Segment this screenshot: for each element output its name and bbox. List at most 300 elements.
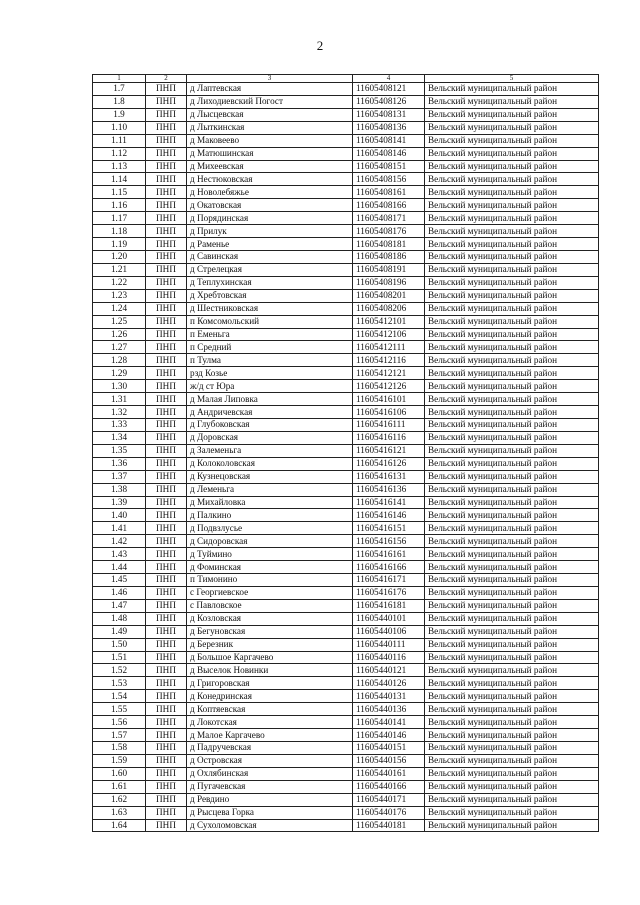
settlement-type-cell: ПНП — [146, 186, 187, 199]
settlement-name-cell: д Лысцевская — [187, 108, 353, 121]
row-number-cell: 1.63 — [93, 806, 146, 819]
district-cell: Вельский муниципальный район — [425, 186, 599, 199]
settlement-type-cell: ПНП — [146, 147, 187, 160]
row-number-cell: 1.21 — [93, 263, 146, 276]
settlement-name-cell: д Березник — [187, 638, 353, 651]
row-number-cell: 1.62 — [93, 793, 146, 806]
table-row — [93, 354, 599, 367]
table-row — [93, 664, 599, 677]
oktmo-code-cell: 11605408181 — [353, 238, 425, 251]
row-number-cell: 1.58 — [93, 742, 146, 755]
row-number-cell: 1.35 — [93, 444, 146, 457]
settlement-type-cell: ПНП — [146, 767, 187, 780]
settlement-type-cell: ПНП — [146, 367, 187, 380]
settlement-type-cell: ПНП — [146, 483, 187, 496]
settlement-type-cell: ПНП — [146, 199, 187, 212]
row-number-cell: 1.31 — [93, 393, 146, 406]
oktmo-code-cell: 11605416181 — [353, 599, 425, 612]
settlement-name-cell: д Савинская — [187, 250, 353, 263]
row-number-cell: 1.13 — [93, 160, 146, 173]
oktmo-code-cell: 11605440106 — [353, 625, 425, 638]
table-row — [93, 134, 599, 147]
settlement-type-cell: ПНП — [146, 328, 187, 341]
district-cell: Вельский муниципальный район — [425, 134, 599, 147]
district-cell: Вельский муниципальный район — [425, 173, 599, 186]
row-number-cell: 1.44 — [93, 561, 146, 574]
settlement-type-cell: ПНП — [146, 212, 187, 225]
oktmo-code-cell: 11605440136 — [353, 703, 425, 716]
district-cell: Вельский муниципальный район — [425, 108, 599, 121]
district-cell: Вельский муниципальный район — [425, 664, 599, 677]
oktmo-code-cell: 11605440166 — [353, 780, 425, 793]
table-row — [93, 470, 599, 483]
settlement-name-cell: д Глубоковская — [187, 418, 353, 431]
settlement-name-cell: д Фоминская — [187, 561, 353, 574]
settlement-type-cell: ПНП — [146, 238, 187, 251]
settlement-type-cell: ПНП — [146, 625, 187, 638]
settlement-type-cell: ПНП — [146, 173, 187, 186]
row-number-cell: 1.26 — [93, 328, 146, 341]
settlement-name-cell: п Тимонино — [187, 574, 353, 587]
oktmo-code-cell: 11605416116 — [353, 431, 425, 444]
row-number-cell: 1.45 — [93, 574, 146, 587]
row-number-cell: 1.7 — [93, 83, 146, 96]
district-cell: Вельский муниципальный район — [425, 160, 599, 173]
settlement-name-cell: д Лиходиевский Погост — [187, 95, 353, 108]
district-cell: Вельский муниципальный район — [425, 83, 599, 96]
table-row — [93, 586, 599, 599]
row-number-cell: 1.27 — [93, 341, 146, 354]
oktmo-code-cell: 11605416176 — [353, 586, 425, 599]
oktmo-code-cell: 11605408141 — [353, 134, 425, 147]
settlement-name-cell: д Нестюковская — [187, 173, 353, 186]
row-number-cell: 1.20 — [93, 250, 146, 263]
settlement-name-cell: д Локотская — [187, 716, 353, 729]
oktmo-code-cell: 11605440181 — [353, 819, 425, 832]
oktmo-code-cell: 11605440161 — [353, 767, 425, 780]
table-row — [93, 509, 599, 522]
table-row — [93, 108, 599, 121]
table-row — [93, 703, 599, 716]
table-row — [93, 754, 599, 767]
row-number-cell: 1.22 — [93, 276, 146, 289]
district-cell: Вельский муниципальный район — [425, 703, 599, 716]
oktmo-code-cell: 11605408171 — [353, 212, 425, 225]
row-number-cell: 1.29 — [93, 367, 146, 380]
settlement-name-cell: д Новолебяжье — [187, 186, 353, 199]
table-row — [93, 367, 599, 380]
settlement-name-cell: д Подвзлусье — [187, 522, 353, 535]
table-row — [93, 250, 599, 263]
district-cell: Вельский муниципальный район — [425, 625, 599, 638]
oktmo-code-cell: 11605408151 — [353, 160, 425, 173]
district-cell: Вельский муниципальный район — [425, 380, 599, 393]
settlement-type-cell: ПНП — [146, 612, 187, 625]
settlement-name-cell: рзд Козье — [187, 367, 353, 380]
district-cell: Вельский муниципальный район — [425, 483, 599, 496]
row-number-cell: 1.24 — [93, 302, 146, 315]
settlement-name-cell: п Средний — [187, 341, 353, 354]
oktmo-code-cell: 11605408186 — [353, 250, 425, 263]
table-row — [93, 535, 599, 548]
oktmo-code-cell: 11605408131 — [353, 108, 425, 121]
row-number-cell: 1.40 — [93, 509, 146, 522]
table-row — [93, 199, 599, 212]
district-cell: Вельский муниципальный район — [425, 754, 599, 767]
settlement-name-cell: д Туймино — [187, 548, 353, 561]
row-number-cell: 1.11 — [93, 134, 146, 147]
district-cell: Вельский муниципальный район — [425, 716, 599, 729]
oktmo-code-cell: 11605440111 — [353, 638, 425, 651]
row-number-cell: 1.51 — [93, 651, 146, 664]
oktmo-code-cell: 11605408126 — [353, 95, 425, 108]
district-cell: Вельский муниципальный район — [425, 509, 599, 522]
oktmo-code-cell: 11605408166 — [353, 199, 425, 212]
row-number-cell: 1.56 — [93, 716, 146, 729]
settlement-name-cell: д Сидоровская — [187, 535, 353, 548]
table-row — [93, 677, 599, 690]
table-row — [93, 276, 599, 289]
settlement-name-cell: д Рысцева Горка — [187, 806, 353, 819]
table-row — [93, 238, 599, 251]
table-row — [93, 574, 599, 587]
oktmo-code-cell: 11605416101 — [353, 393, 425, 406]
settlement-type-cell: ПНП — [146, 806, 187, 819]
district-cell: Вельский муниципальный район — [425, 431, 599, 444]
oktmo-code-cell: 11605416161 — [353, 548, 425, 561]
table-row — [93, 418, 599, 431]
settlement-name-cell: д Бегуновская — [187, 625, 353, 638]
oktmo-code-cell: 11605440146 — [353, 729, 425, 742]
row-number-cell: 1.53 — [93, 677, 146, 690]
row-number-cell: 1.37 — [93, 470, 146, 483]
row-number-cell: 1.9 — [93, 108, 146, 121]
settlement-name-cell: д Сухоломовская — [187, 819, 353, 832]
row-number-cell: 1.46 — [93, 586, 146, 599]
table-row — [93, 729, 599, 742]
district-cell: Вельский муниципальный район — [425, 574, 599, 587]
settlement-type-cell: ПНП — [146, 418, 187, 431]
settlement-type-cell: ПНП — [146, 716, 187, 729]
column-header: 2 — [146, 75, 187, 83]
settlement-name-cell: д Лыткинская — [187, 121, 353, 134]
oktmo-code-cell: 11605416156 — [353, 535, 425, 548]
settlement-type-cell: ПНП — [146, 354, 187, 367]
district-cell: Вельский муниципальный район — [425, 418, 599, 431]
table-row — [93, 147, 599, 160]
district-cell: Вельский муниципальный район — [425, 212, 599, 225]
row-number-cell: 1.57 — [93, 729, 146, 742]
table-row — [93, 444, 599, 457]
settlement-type-cell: ПНП — [146, 535, 187, 548]
settlement-name-cell: с Павловское — [187, 599, 353, 612]
oktmo-code-cell: 11605416131 — [353, 470, 425, 483]
row-number-cell: 1.39 — [93, 496, 146, 509]
settlement-name-cell: д Лаптевская — [187, 83, 353, 96]
row-number-cell: 1.47 — [93, 599, 146, 612]
table-row — [93, 561, 599, 574]
settlement-type-cell: ПНП — [146, 134, 187, 147]
settlement-name-cell: д Леменьга — [187, 483, 353, 496]
settlement-type-cell: ПНП — [146, 780, 187, 793]
row-number-cell: 1.38 — [93, 483, 146, 496]
oktmo-code-cell: 11605416106 — [353, 406, 425, 419]
oktmo-code-cell: 11605408121 — [353, 83, 425, 96]
column-header: 1 — [93, 75, 146, 83]
oktmo-code-cell: 11605416126 — [353, 457, 425, 470]
table-row — [93, 457, 599, 470]
settlement-name-cell: д Палкино — [187, 509, 353, 522]
row-number-cell: 1.55 — [93, 703, 146, 716]
row-number-cell: 1.16 — [93, 199, 146, 212]
district-cell: Вельский муниципальный район — [425, 586, 599, 599]
table-row — [93, 716, 599, 729]
table-row — [93, 225, 599, 238]
settlement-name-cell: д Падручевская — [187, 742, 353, 755]
settlement-type-cell: ПНП — [146, 315, 187, 328]
settlement-type-cell: ПНП — [146, 380, 187, 393]
settlement-type-cell: ПНП — [146, 754, 187, 767]
settlement-name-cell: д Маковеево — [187, 134, 353, 147]
settlement-name-cell: д Выселок Новинки — [187, 664, 353, 677]
table-row — [93, 599, 599, 612]
row-number-cell: 1.42 — [93, 535, 146, 548]
settlement-name-cell: д Порядинская — [187, 212, 353, 225]
settlement-name-cell: д Прилук — [187, 225, 353, 238]
settlement-name-cell: с Георгиевское — [187, 586, 353, 599]
settlement-type-cell: ПНП — [146, 677, 187, 690]
settlement-type-cell: ПНП — [146, 250, 187, 263]
settlements-table — [92, 74, 599, 832]
district-cell: Вельский муниципальный район — [425, 819, 599, 832]
settlement-type-cell: ПНП — [146, 457, 187, 470]
oktmo-code-cell: 11605440151 — [353, 742, 425, 755]
row-number-cell: 1.49 — [93, 625, 146, 638]
oktmo-code-cell: 11605408176 — [353, 225, 425, 238]
oktmo-code-cell: 11605416166 — [353, 561, 425, 574]
table-row — [93, 431, 599, 444]
settlement-type-cell: ПНП — [146, 793, 187, 806]
row-number-cell: 1.17 — [93, 212, 146, 225]
settlement-type-cell: ПНП — [146, 470, 187, 483]
table-row — [93, 780, 599, 793]
settlement-type-cell: ПНП — [146, 703, 187, 716]
row-number-cell: 1.25 — [93, 315, 146, 328]
district-cell: Вельский муниципальный район — [425, 199, 599, 212]
row-number-cell: 1.33 — [93, 418, 146, 431]
district-cell: Вельский муниципальный район — [425, 225, 599, 238]
district-cell: Вельский муниципальный район — [425, 457, 599, 470]
settlement-name-cell: д Матюшинская — [187, 147, 353, 160]
settlement-name-cell: д Раменье — [187, 238, 353, 251]
settlement-type-cell: ПНП — [146, 83, 187, 96]
column-number-row — [93, 75, 599, 83]
row-number-cell: 1.15 — [93, 186, 146, 199]
settlement-type-cell: ПНП — [146, 599, 187, 612]
oktmo-code-cell: 11605412101 — [353, 315, 425, 328]
oktmo-code-cell: 11605440156 — [353, 754, 425, 767]
table-row — [93, 625, 599, 638]
row-number-cell: 1.61 — [93, 780, 146, 793]
table-row — [93, 160, 599, 173]
column-header: 4 — [353, 75, 425, 83]
oktmo-code-cell: 11605408136 — [353, 121, 425, 134]
oktmo-code-cell: 11605412116 — [353, 354, 425, 367]
settlement-type-cell: ПНП — [146, 393, 187, 406]
district-cell: Вельский муниципальный район — [425, 561, 599, 574]
row-number-cell: 1.14 — [93, 173, 146, 186]
table-row — [93, 651, 599, 664]
table-row — [93, 406, 599, 419]
table-row — [93, 393, 599, 406]
settlement-type-cell: ПНП — [146, 522, 187, 535]
district-cell: Вельский муниципальный район — [425, 496, 599, 509]
district-cell: Вельский муниципальный район — [425, 638, 599, 651]
row-number-cell: 1.41 — [93, 522, 146, 535]
district-cell: Вельский муниципальный район — [425, 444, 599, 457]
district-cell: Вельский муниципальный район — [425, 406, 599, 419]
table-row — [93, 302, 599, 315]
settlement-type-cell: ПНП — [146, 742, 187, 755]
district-cell: Вельский муниципальный район — [425, 238, 599, 251]
district-cell: Вельский муниципальный район — [425, 121, 599, 134]
table-row — [93, 315, 599, 328]
district-cell: Вельский муниципальный район — [425, 276, 599, 289]
row-number-cell: 1.43 — [93, 548, 146, 561]
row-number-cell: 1.30 — [93, 380, 146, 393]
table-row — [93, 690, 599, 703]
settlement-name-cell: д Шестниковская — [187, 302, 353, 315]
table-row — [93, 742, 599, 755]
row-number-cell: 1.8 — [93, 95, 146, 108]
row-number-cell: 1.10 — [93, 121, 146, 134]
settlement-name-cell: п Комсомольский — [187, 315, 353, 328]
settlement-type-cell: ПНП — [146, 574, 187, 587]
settlement-type-cell: ПНП — [146, 160, 187, 173]
oktmo-code-cell: 11605412106 — [353, 328, 425, 341]
settlement-type-cell: ПНП — [146, 690, 187, 703]
district-cell: Вельский муниципальный район — [425, 548, 599, 561]
table-row — [93, 793, 599, 806]
oktmo-code-cell: 11605408146 — [353, 147, 425, 160]
district-cell: Вельский муниципальный район — [425, 315, 599, 328]
settlement-type-cell: ПНП — [146, 302, 187, 315]
table-row — [93, 289, 599, 302]
settlement-name-cell: д Залеменьга — [187, 444, 353, 457]
oktmo-code-cell: 11605408156 — [353, 173, 425, 186]
settlement-type-cell: ПНП — [146, 561, 187, 574]
table-row — [93, 819, 599, 832]
column-header: 5 — [425, 75, 599, 83]
oktmo-code-cell: 11605416121 — [353, 444, 425, 457]
row-number-cell: 1.52 — [93, 664, 146, 677]
oktmo-code-cell: 11605440131 — [353, 690, 425, 703]
settlement-name-cell: д Малое Каргачево — [187, 729, 353, 742]
row-number-cell: 1.19 — [93, 238, 146, 251]
district-cell: Вельский муниципальный район — [425, 651, 599, 664]
oktmo-code-cell: 11605416171 — [353, 574, 425, 587]
district-cell: Вельский муниципальный район — [425, 393, 599, 406]
table-row — [93, 95, 599, 108]
table-row — [93, 341, 599, 354]
oktmo-code-cell: 11605408161 — [353, 186, 425, 199]
settlement-name-cell: д Колоколовская — [187, 457, 353, 470]
settlement-name-cell: д Михеевская — [187, 160, 353, 173]
table-row — [93, 483, 599, 496]
district-cell: Вельский муниципальный район — [425, 367, 599, 380]
district-cell: Вельский муниципальный район — [425, 767, 599, 780]
oktmo-code-cell: 11605416136 — [353, 483, 425, 496]
oktmo-code-cell: 11605440171 — [353, 793, 425, 806]
settlement-name-cell: д Коптяевская — [187, 703, 353, 716]
oktmo-code-cell: 11605416111 — [353, 418, 425, 431]
table-row — [93, 121, 599, 134]
row-number-cell: 1.18 — [93, 225, 146, 238]
settlement-type-cell: ПНП — [146, 651, 187, 664]
table-row — [93, 522, 599, 535]
oktmo-code-cell: 11605408196 — [353, 276, 425, 289]
oktmo-code-cell: 11605408206 — [353, 302, 425, 315]
settlement-name-cell: д Окатовская — [187, 199, 353, 212]
settlement-type-cell: ПНП — [146, 664, 187, 677]
district-cell: Вельский муниципальный район — [425, 250, 599, 263]
district-cell: Вельский муниципальный район — [425, 690, 599, 703]
oktmo-code-cell: 11605412121 — [353, 367, 425, 380]
settlement-name-cell: д Григоровская — [187, 677, 353, 690]
district-cell: Вельский муниципальный район — [425, 470, 599, 483]
table-row — [93, 806, 599, 819]
district-cell: Вельский муниципальный район — [425, 535, 599, 548]
oktmo-code-cell: 11605412111 — [353, 341, 425, 354]
table-row — [93, 612, 599, 625]
settlement-type-cell: ПНП — [146, 548, 187, 561]
district-cell: Вельский муниципальный район — [425, 612, 599, 625]
row-number-cell: 1.48 — [93, 612, 146, 625]
table-row — [93, 496, 599, 509]
district-cell: Вельский муниципальный район — [425, 780, 599, 793]
settlement-name-cell: д Ревдино — [187, 793, 353, 806]
settlement-name-cell: д Конедринская — [187, 690, 353, 703]
column-header: 3 — [187, 75, 353, 83]
settlement-name-cell: д Большое Каргачево — [187, 651, 353, 664]
settlement-name-cell: д Михайловка — [187, 496, 353, 509]
district-cell: Вельский муниципальный район — [425, 328, 599, 341]
table-row — [93, 212, 599, 225]
table-row — [93, 767, 599, 780]
settlement-type-cell: ПНП — [146, 586, 187, 599]
table-row — [93, 83, 599, 96]
settlement-type-cell: ПНП — [146, 509, 187, 522]
table-row — [93, 186, 599, 199]
settlement-type-cell: ПНП — [146, 121, 187, 134]
oktmo-code-cell: 11605416151 — [353, 522, 425, 535]
settlement-type-cell: ПНП — [146, 95, 187, 108]
district-cell: Вельский муниципальный район — [425, 599, 599, 612]
row-number-cell: 1.34 — [93, 431, 146, 444]
settlement-name-cell: д Малая Липовка — [187, 393, 353, 406]
row-number-cell: 1.32 — [93, 406, 146, 419]
district-cell: Вельский муниципальный район — [425, 95, 599, 108]
oktmo-code-cell: 11605440176 — [353, 806, 425, 819]
settlement-name-cell: ж/д ст Юра — [187, 380, 353, 393]
table-body — [93, 75, 599, 832]
district-cell: Вельский муниципальный район — [425, 263, 599, 276]
oktmo-code-cell: 11605416146 — [353, 509, 425, 522]
settlement-type-cell: ПНП — [146, 108, 187, 121]
district-cell: Вельский муниципальный район — [425, 522, 599, 535]
table-row — [93, 263, 599, 276]
settlement-name-cell: д Андричевская — [187, 406, 353, 419]
